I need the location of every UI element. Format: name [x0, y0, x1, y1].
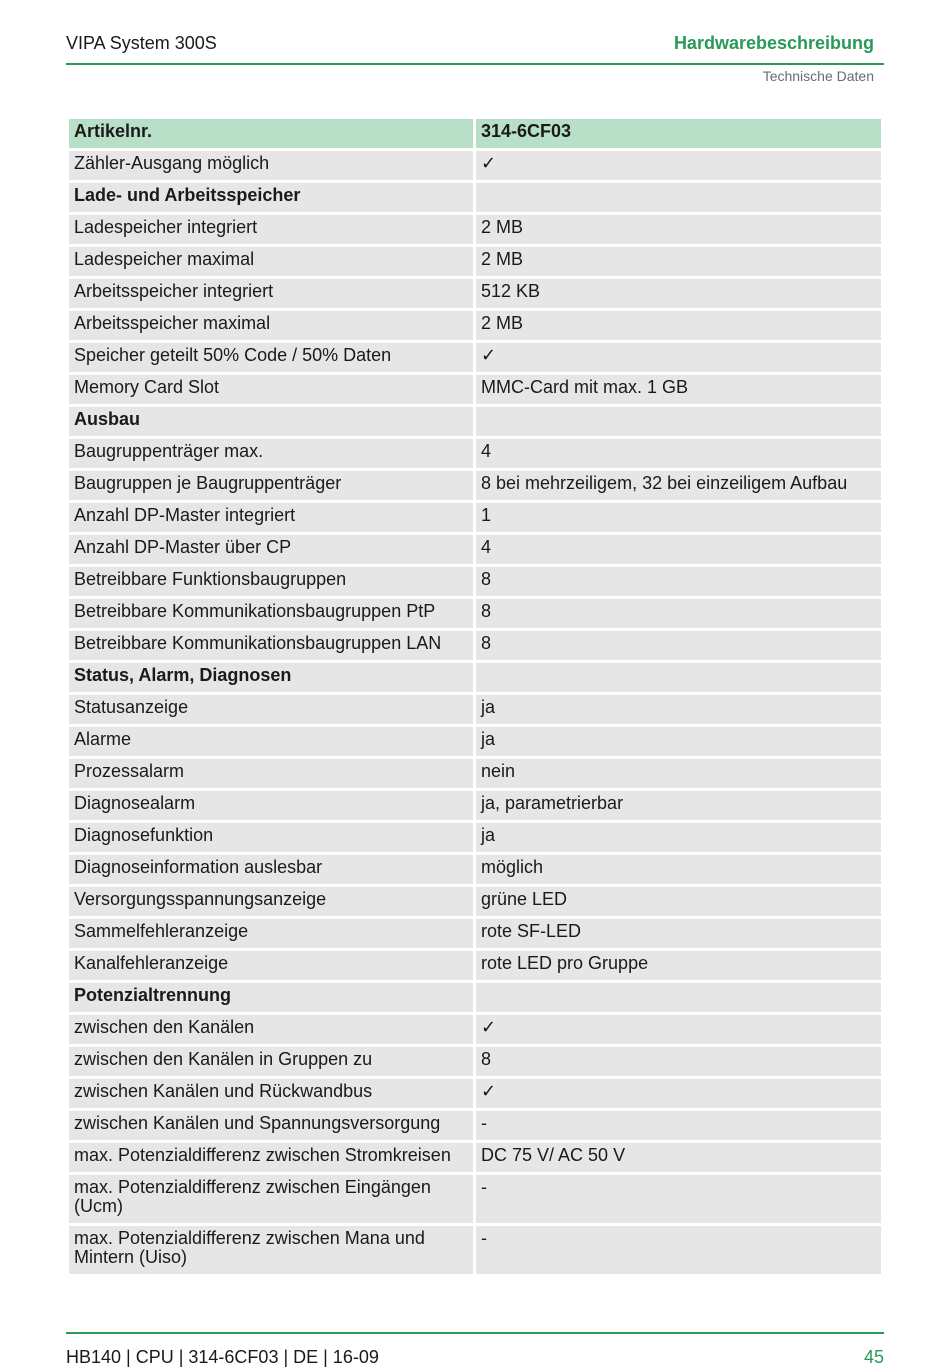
row-label: Diagnosealarm: [69, 791, 473, 820]
row-label: Sammelfehleranzeige: [69, 919, 473, 948]
table-row: [69, 1175, 881, 1223]
row-label: Alarme: [69, 727, 473, 756]
row-label: Diagnosefunktion: [69, 823, 473, 852]
table-row: [69, 727, 881, 756]
row-label: Kanalfehleranzeige: [69, 951, 473, 980]
table-row: [69, 439, 881, 468]
row-label: Ausbau: [69, 407, 473, 436]
table-row: [69, 215, 881, 244]
row-label: zwischen den Kanälen in Gruppen zu: [69, 1047, 473, 1076]
column-header-value: 314-6CF03: [476, 119, 881, 148]
row-label: Ladespeicher integriert: [69, 215, 473, 244]
row-value: 4: [476, 535, 881, 564]
table-row: [69, 1226, 881, 1274]
row-value: 512 KB: [476, 279, 881, 308]
subsection-title: Technische Daten: [762, 68, 874, 84]
row-label: Versorgungsspannungsanzeige: [69, 887, 473, 916]
row-value: [476, 407, 881, 436]
row-value: [476, 983, 881, 1012]
row-value: rote SF-LED: [476, 919, 881, 948]
group-header-row: [69, 183, 881, 212]
row-value: 4: [476, 439, 881, 468]
row-value: [476, 663, 881, 692]
row-label: Potenzialtrennung: [69, 983, 473, 1012]
row-label: Arbeitsspeicher maximal: [69, 311, 473, 340]
table-row: [69, 791, 881, 820]
row-label: max. Potenzialdifferenz zwischen Eingängen (Ucm): [69, 1175, 473, 1223]
footer-divider: [66, 1332, 884, 1334]
table-row: [69, 151, 881, 180]
row-label: Prozessalarm: [69, 759, 473, 788]
row-label: Statusanzeige: [69, 695, 473, 724]
page-number: 45: [863, 1347, 884, 1367]
table-row: [69, 1143, 881, 1172]
row-label: Lade- und Arbeitsspeicher: [69, 183, 473, 212]
spec-table: [66, 116, 884, 1277]
table-header-row: [69, 119, 881, 148]
row-value: ja, parametrierbar: [476, 791, 881, 820]
table-row: [69, 503, 881, 532]
row-value: 1: [476, 503, 881, 532]
row-label: Betreibbare Kommunikationsbaugruppen LAN: [69, 631, 473, 660]
table-row: [69, 471, 881, 500]
row-value: grüne LED: [476, 887, 881, 916]
table-row: [69, 631, 881, 660]
row-label: Status, Alarm, Diagnosen: [69, 663, 473, 692]
table-row: [69, 951, 881, 980]
table-row: [69, 887, 881, 916]
table-row: [69, 1015, 881, 1044]
checkmark-icon: ✓: [476, 1079, 881, 1108]
table-row: [69, 599, 881, 628]
row-value: möglich: [476, 855, 881, 884]
table-row: [69, 1079, 881, 1108]
row-value: 8: [476, 1047, 881, 1076]
table-row: [69, 567, 881, 596]
checkmark-icon: ✓: [476, 343, 881, 372]
row-value: MMC-Card mit max. 1 GB: [476, 375, 881, 404]
row-label: Zähler-Ausgang möglich: [69, 151, 473, 180]
table-row: [69, 279, 881, 308]
column-header-label: Artikelnr.: [69, 119, 473, 148]
checkmark-icon: ✓: [476, 151, 881, 180]
row-label: Betreibbare Kommunikationsbaugruppen PtP: [69, 599, 473, 628]
row-value: -: [476, 1111, 881, 1140]
table-row: [69, 919, 881, 948]
row-value: ja: [476, 823, 881, 852]
row-label: Ladespeicher maximal: [69, 247, 473, 276]
table-row: [69, 311, 881, 340]
row-label: max. Potenzialdifferenz zwischen Stromkreisen: [69, 1143, 473, 1172]
header-divider: [66, 63, 884, 65]
checkmark-icon: ✓: [476, 1015, 881, 1044]
row-value: [476, 183, 881, 212]
row-value: 2 MB: [476, 215, 881, 244]
row-label: Baugruppen je Baugruppenträger: [69, 471, 473, 500]
row-value: 8: [476, 567, 881, 596]
row-label: zwischen Kanälen und Spannungsversorgung: [69, 1111, 473, 1140]
table-row: [69, 343, 881, 372]
row-value: 8: [476, 599, 881, 628]
row-label: Memory Card Slot: [69, 375, 473, 404]
footer-text: HB140 | CPU | 314-6CF03 | DE | 16-09: [66, 1347, 379, 1367]
row-value: 2 MB: [476, 311, 881, 340]
row-label: Arbeitsspeicher integriert: [69, 279, 473, 308]
group-header-row: [69, 407, 881, 436]
row-value: 8 bei mehrzeiligem, 32 bei einzeiligem Aufbau: [476, 471, 881, 500]
row-value: -: [476, 1175, 881, 1223]
table-row: [69, 1111, 881, 1140]
row-value: ja: [476, 695, 881, 724]
row-label: Anzahl DP-Master über CP: [69, 535, 473, 564]
table-row: [69, 855, 881, 884]
table-row: [69, 375, 881, 404]
group-header-row: [69, 663, 881, 692]
row-value: 2 MB: [476, 247, 881, 276]
row-value: 8: [476, 631, 881, 660]
table-row: [69, 1047, 881, 1076]
row-label: Diagnoseinformation auslesbar: [69, 855, 473, 884]
row-value: nein: [476, 759, 881, 788]
row-label: zwischen Kanälen und Rückwandbus: [69, 1079, 473, 1108]
row-value: ja: [476, 727, 881, 756]
row-label: max. Potenzialdifferenz zwischen Mana und Mintern (Uiso): [69, 1226, 473, 1274]
row-value: -: [476, 1226, 881, 1274]
table-row: [69, 759, 881, 788]
doc-title: VIPA System 300S: [66, 33, 217, 53]
table-row: [69, 695, 881, 724]
row-value: DC 75 V/ AC 50 V: [476, 1143, 881, 1172]
row-label: zwischen den Kanälen: [69, 1015, 473, 1044]
row-value: rote LED pro Gruppe: [476, 951, 881, 980]
table-row: [69, 247, 881, 276]
table-row: [69, 823, 881, 852]
group-header-row: [69, 983, 881, 1012]
row-label: Speicher geteilt 50% Code / 50% Daten: [69, 343, 473, 372]
row-label: Betreibbare Funktionsbaugruppen: [69, 567, 473, 596]
row-label: Baugruppenträger max.: [69, 439, 473, 468]
table-row: [69, 535, 881, 564]
section-title: Hardwarebeschreibung: [673, 33, 874, 53]
page-header: [66, 30, 884, 64]
row-label: Anzahl DP-Master integriert: [69, 503, 473, 532]
